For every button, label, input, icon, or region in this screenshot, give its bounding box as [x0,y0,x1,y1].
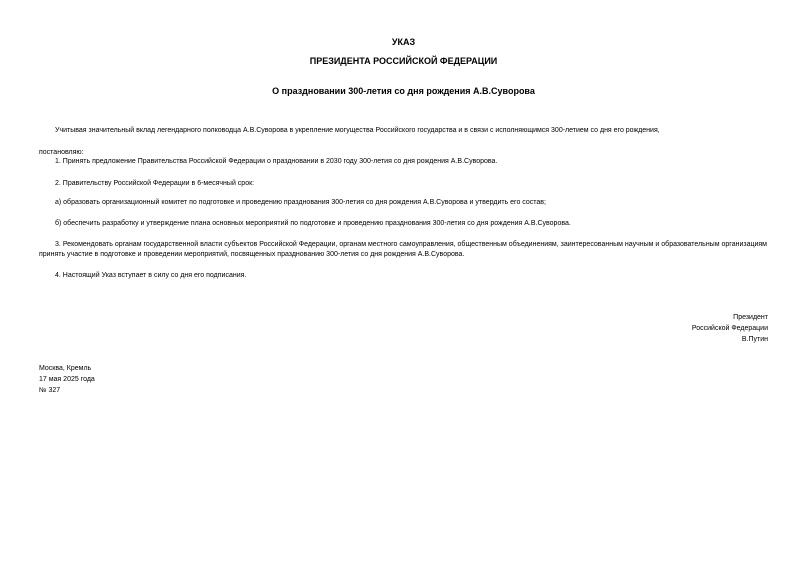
document-subheading: ПРЕЗИДЕНТА РОССИЙСКОЙ ФЕДЕРАЦИИ [309,56,498,66]
signature-title-line2: Российской Федерации [691,325,768,332]
signature-name: В.Путин [741,336,768,343]
document-title: О праздновании 300-летия со дня рождения А.В.Суворова [272,86,535,96]
item-1: 1. Принять предложение Правительства Российской Федерации о праздновании в 2030 году 300-летия со дня рождения А.В.Суворова. [55,158,498,165]
footer-number: № 327 [39,387,61,394]
item-4: 4. Настоящий Указ вступает в силу со дня его подписания. [55,272,247,279]
item-2: 2. Правительству Российской Федерации в 6-месячный срок: [55,180,255,187]
footer-date: 17 мая 2025 года [39,376,95,383]
item-2a: а) образовать организационный комитет по подготовке и проведению празднования 300-летия со дня рождения А.В.Суворова и утвердить его состав; [55,199,546,206]
decree-word: постановляю: [39,149,84,156]
item-2b: б) обеспечить разработку и утверждение плана основных мероприятий по подготовке и проведению празднования 300-летия со дня рождения А.В.Суворова. [55,220,571,227]
footer-place: Москва, Кремль [39,365,92,372]
preamble-paragraph: Учитывая значительный вклад легендарного полководца А.В.Суворова в укрепление могущества Российского государства и в связи с исполняющимся 300-летием со дня его рождения, [55,127,660,134]
signature-block [692,312,768,345]
footer-block [39,363,95,396]
signature-title-line1: Президент [733,314,768,321]
item-3: 3. Рекомендовать органам государственной власти субъектов Российской Федерации, органам местного самоуправления, общественным объединениям, заинтересованным научным и образовательным организациям принять участие в подготовке и проведении мероприятий, посвященных празднованию 300-летия со дня рождения А.В.Суворова. [39,241,767,258]
document-heading: УКАЗ [391,37,416,47]
